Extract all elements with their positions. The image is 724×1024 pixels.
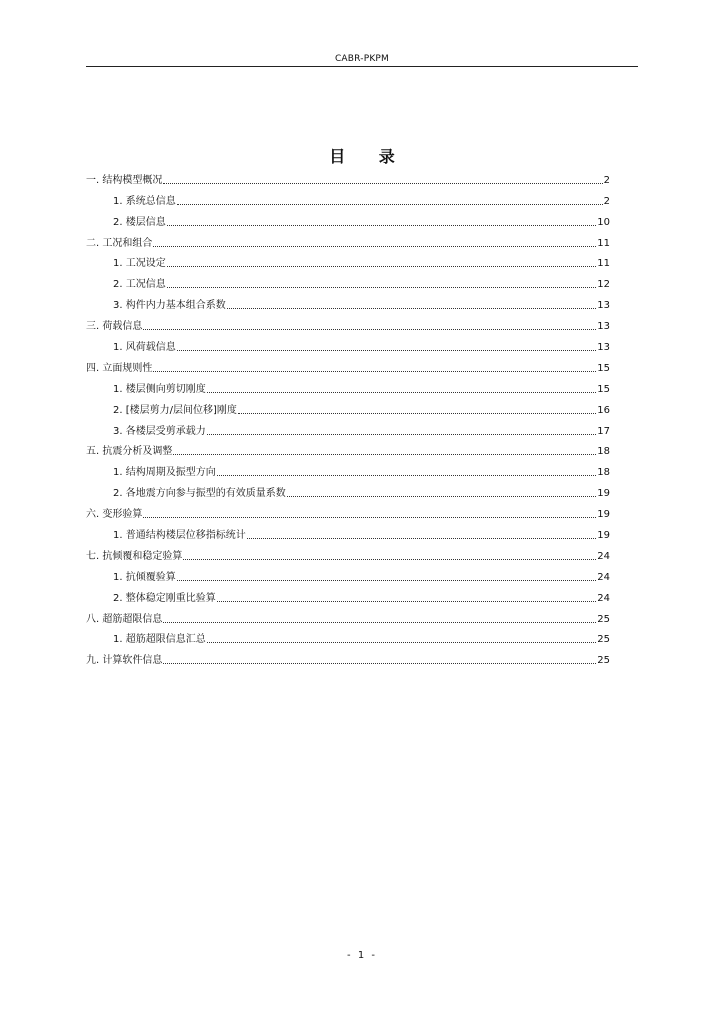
toc-dot-leader [167, 266, 597, 267]
toc-subsection-entry[interactable] [86, 586, 610, 607]
toc-entry-page: 24 [597, 550, 610, 562]
toc-entry-page: 19 [597, 488, 610, 500]
toc-entry-page: 18 [597, 446, 610, 458]
toc-entry-page: 10 [597, 216, 610, 228]
toc-entry-page: 13 [597, 342, 610, 354]
toc-entry-label: 1. 普通结构楼层位移指标统计 [113, 530, 246, 542]
toc-entry-label: 2. 各地震方向参与振型的有效质量系数 [113, 488, 286, 500]
toc-entry-label: 六. 变形验算 [86, 509, 143, 521]
toc-entry-page: 15 [597, 362, 610, 374]
toc-subsection-entry[interactable] [86, 481, 610, 502]
toc-dot-leader [207, 642, 597, 643]
toc-entry-page: 2 [603, 174, 610, 186]
toc-entry-page: 2 [603, 195, 610, 207]
toc-dot-leader [153, 246, 596, 247]
toc-entry-label: 1. 风荷载信息 [113, 342, 176, 354]
toc-subsection-entry[interactable] [86, 398, 610, 419]
toc-dot-leader [207, 434, 597, 435]
toc-section-entry[interactable] [86, 544, 610, 565]
toc-subsection-entry[interactable] [86, 419, 610, 440]
toc-entry-page: 24 [597, 592, 610, 604]
toc-dot-leader [287, 496, 597, 497]
toc-section-entry[interactable] [86, 314, 610, 335]
toc-subsection-entry[interactable] [86, 523, 610, 544]
toc-entry-page: 25 [597, 655, 610, 667]
toc-dot-leader [163, 183, 602, 184]
toc-entry-page: 11 [597, 258, 610, 270]
toc-subsection-entry[interactable] [86, 628, 610, 649]
toc-dot-leader [177, 204, 603, 205]
toc-entry-page: 24 [597, 571, 610, 583]
toc-entry-label: 1. 系统总信息 [113, 195, 176, 207]
toc-entry-page: 19 [597, 530, 610, 542]
toc-dot-leader [167, 225, 597, 226]
toc-section-entry[interactable] [86, 356, 610, 377]
toc-subsection-entry[interactable] [86, 252, 610, 273]
toc-entry-page: 16 [597, 404, 610, 416]
toc-dot-leader [217, 475, 597, 476]
toc-entry-label: 二. 工况和组合 [86, 237, 153, 249]
toc-entry-page: 19 [597, 509, 610, 521]
toc-entry-label: 四. 立面规则性 [86, 362, 153, 374]
toc-dot-leader [177, 350, 597, 351]
running-header: CABR-PKPM [334, 54, 390, 64]
toc-entry-label: 2. 工况信息 [113, 279, 166, 291]
toc-entry-label: 1. 超筋超限信息汇总 [113, 634, 206, 646]
toc-entry-page: 15 [597, 383, 610, 395]
toc-entry-page: 13 [597, 300, 610, 312]
toc-entry-label: 五. 抗震分析及调整 [86, 446, 173, 458]
toc-subsection-entry[interactable] [86, 377, 610, 398]
toc-entry-label: 一. 结构模型概况 [86, 174, 163, 186]
toc-entry-label: 八. 超筋超限信息 [86, 613, 163, 625]
toc-dot-leader [143, 517, 596, 518]
toc-section-entry[interactable] [86, 648, 610, 669]
toc-section-entry[interactable] [86, 440, 610, 461]
toc-dot-leader [217, 601, 597, 602]
toc-entry-page: 13 [597, 321, 610, 333]
header-rule [86, 66, 638, 67]
toc-dot-leader [163, 622, 596, 623]
toc-dot-leader [173, 454, 596, 455]
toc-title: 目 录 [329, 147, 409, 166]
toc-subsection-entry[interactable] [86, 210, 610, 231]
toc-entry-page: 18 [597, 467, 610, 479]
toc-dot-leader [177, 580, 597, 581]
toc-entry-label: 三. 荷载信息 [86, 321, 143, 333]
toc-subsection-entry[interactable] [86, 565, 610, 586]
toc-dot-leader [163, 663, 596, 664]
toc-entry-page: 12 [597, 279, 610, 291]
toc-subsection-entry[interactable] [86, 335, 610, 356]
page-number: - 1 - [347, 950, 377, 961]
toc-dot-leader [227, 308, 597, 309]
toc-entry-label: 1. 抗倾覆验算 [113, 571, 176, 583]
toc-entry-label: 3. 各楼层受剪承载力 [113, 425, 206, 437]
toc-subsection-entry[interactable] [86, 460, 610, 481]
toc-dot-leader [183, 559, 596, 560]
toc-entry-label: 2. 楼层信息 [113, 216, 166, 228]
toc-subsection-entry[interactable] [86, 272, 610, 293]
toc-dot-leader [238, 413, 596, 414]
toc-entry-label: 1. 楼层侧向剪切刚度 [113, 383, 206, 395]
toc-section-entry[interactable] [86, 607, 610, 628]
toc-entry-page: 25 [597, 634, 610, 646]
toc-entry-label: 2. [楼层剪力/层间位移]刚度 [113, 404, 237, 416]
toc-dot-leader [153, 371, 596, 372]
toc-entry-page: 25 [597, 613, 610, 625]
toc-dot-leader [143, 329, 596, 330]
toc-section-entry[interactable] [86, 168, 610, 189]
toc-subsection-entry[interactable] [86, 293, 610, 314]
toc-entry-label: 七. 抗倾覆和稳定验算 [86, 550, 183, 562]
toc-entry-page: 11 [597, 237, 610, 249]
toc-entry-label: 1. 结构周期及振型方向 [113, 467, 216, 479]
toc-dot-leader [247, 538, 597, 539]
toc-entry-label: 2. 整体稳定刚重比验算 [113, 592, 216, 604]
toc-dot-leader [167, 287, 597, 288]
toc-entry-label: 1. 工况设定 [113, 258, 166, 270]
toc-dot-leader [207, 392, 597, 393]
toc-subsection-entry[interactable] [86, 189, 610, 210]
toc-entry-label: 九. 计算软件信息 [86, 655, 163, 667]
toc-section-entry[interactable] [86, 502, 610, 523]
toc-entry-page: 17 [597, 425, 610, 437]
toc-entry-label: 3. 构件内力基本组合系数 [113, 300, 226, 312]
table-of-contents [86, 168, 610, 669]
toc-section-entry[interactable] [86, 231, 610, 252]
